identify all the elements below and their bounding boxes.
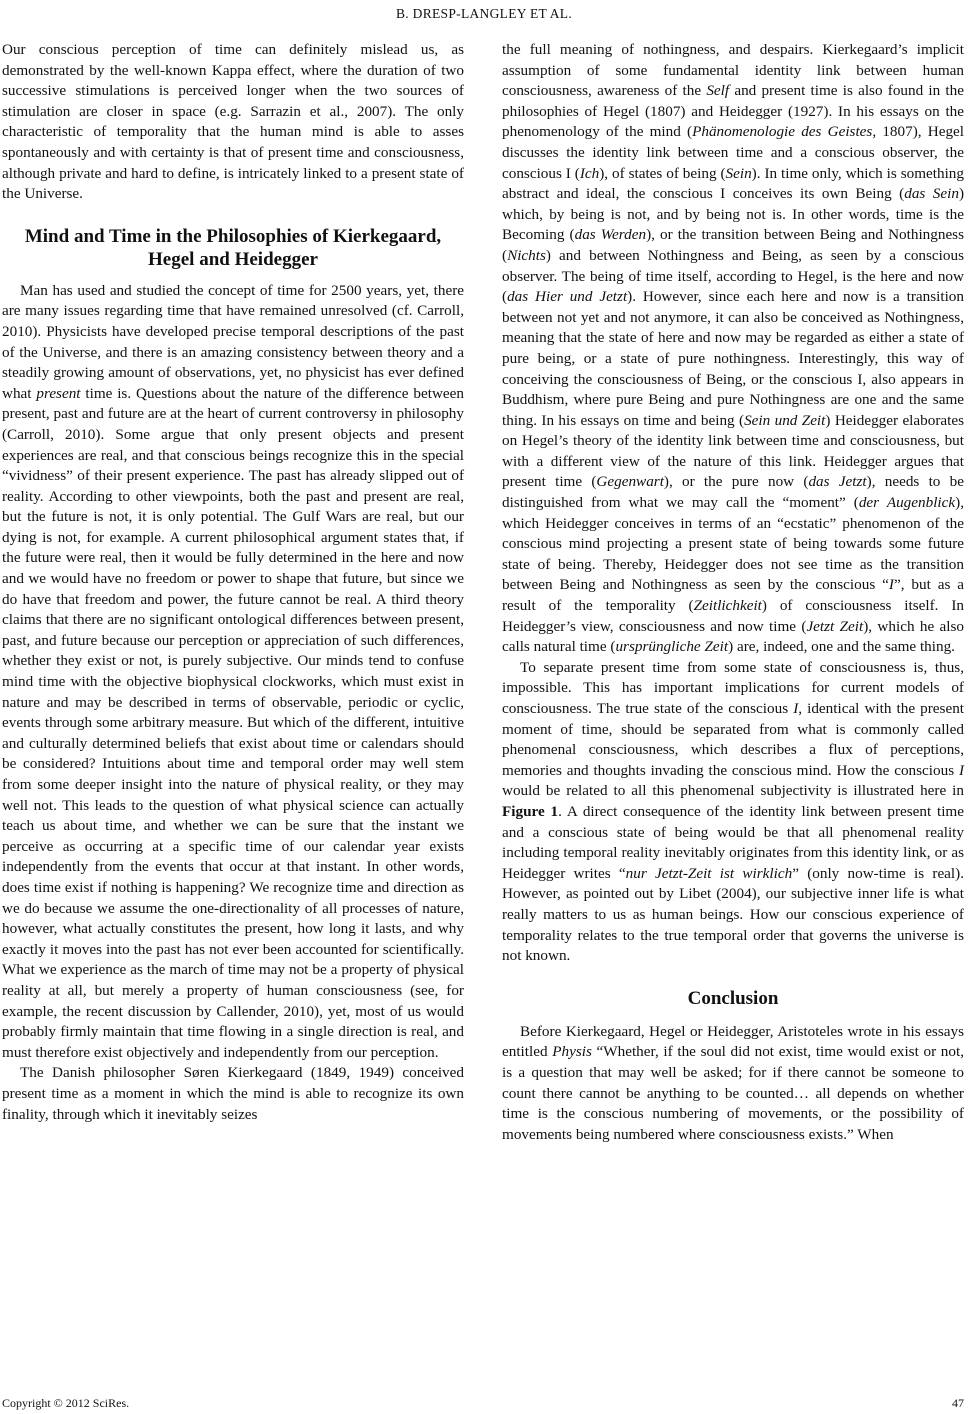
- figure-reference: Figure 1: [502, 802, 559, 820]
- paragraph: The Danish philosopher Søren Kierkegaard (1849, 1949) conceived present time as a moment in which the mind is able to recognize its own finality, through which it inevitably seizes: [2, 1064, 464, 1123]
- paragraph: the full meaning of nothingness, and despairs. Kierkegaard’s implicit assumption of some fundamental identity link between human consciousness, awareness of the Self and present time is also found in the philosophies of Hegel (1807) and Heidegger (1927). In his essays on the phenomenology of the mind (Phänomenologie des Geistes, 1807), Hegel discusses the identity link between time and a conscious observer, the conscious I (Ich), of states of being (Sein). In time only, which is something abstract and ideal, the conscious I conceives its own Being (das Sein) which, by being is not, and by being not is. In other words, time is the Becoming (das Werden), or the transition between Being and Nothingness (Nichts) and between Nothingness and Being, as seen by a conscious observer. The being of time itself, according to Hegel, is the here and now (das Hier und Jetzt). However, since each here and now is a transition between not yet and not anymore, it can also be conceived as Nothingness, meaning that the state of here and now may be regarded as either a state of pure being, or a state of pure nothingness. Interestingly, this way of conceiving the consciousness of Being, or the conscious I, also appears in Buddhism, where pure Being and pure Nothingness are one and the same thing. In his essays on time and being (Sein und Zeit) Heidegger elaborates on Hegel’s theory of the identity link between time and consciousness, but with a different view of the nature of this link. Heidegger argues that present time (Gegenwart), or the pure now (das Jetzt), needs to be distinguished from what we may call the “moment” (der Augenblick), which Heidegger conceives in terms of an “ecstatic” phenomenon of the conscious mind projecting a present state of being towards some future state of being. Thereby, Heidegger does not see time as the transition between Being and Nothingness as seen by the conscious “I”, but as a result of the temporality (Zeitlichkeit) of consciousness itself. In Heidegger’s view, consciousness and now time (Jetzt Zeit), which he also calls natural time (ursprüngliche Zeit) are, indeed, one and the same thing.: [502, 41, 965, 656]
- page-number: 47: [952, 1396, 964, 1410]
- section-heading-conclusion: Conclusion: [687, 987, 779, 1009]
- left-column: [2, 40, 464, 1125]
- paragraph: Our conscious perception of time can definitely mislead us, as demonstrated by the well-known Kappa effect, where the duration of two successive stimulations is perceived longer when the two sources of stimulation are closer in space (e.g. Sarrazin et al., 2007). The only characteristic of temporality that the human mind is able to asses spontaneously and with certainty is that of present time and consciousness, although private and hard to define, is intricately linked to a present state of the Universe.: [2, 41, 464, 203]
- copyright-notice: Copyright © 2012 SciRes.: [2, 1396, 130, 1410]
- paragraph: To separate present time from some state of consciousness is, thus, impossible. This has important implications for current models of consciousness. The true state of the conscious I, identical with the present moment of time, should be separated from what is commonly called phenomenal consciousness, which describes a flux of perceptions, memories and thoughts invading the conscious mind. How the conscious I would be related to all this phenomenal subjectivity is illustrated here in Figure 1. A direct consequence of the identity link between present time and a conscious state of being would be that all phenomenal reality including temporal reality inevitably originates from this identity link, or as Heidegger writes “nur Jetzt-Zeit ist wirklich” (only now-time is real). However, as pointed out by Libet (2004), our subjective inner life is what really matters to us as human beings. How our conscious experience of temporality relates to the true temporal order that governs the universe is not known.: [502, 658, 965, 965]
- right-column: [502, 40, 964, 1145]
- paragraph: Man has used and studied the concept of time for 2500 years, yet, there are many issues regarding time that have remained unresolved (cf. Carroll, 2010). Physicists have developed precise temporal descriptions of the past of the Universe, and there is an amazing consistency between theory and a steadily growing amount of observations, yet, no physicist has ever defined what present time is. Questions about the nature of the difference between present, past and future are at the heart of current controversy in philosophy (Carroll, 2010). Some argue that only present objects and present experiences are real, and that conscious beings recognize this in the special “vividness” of their present experience. The past has already slipped out of reality. According to other viewpoints, both the past and present are real, but the future is not, it is only potential. The Gulf Wars are real, but our dying is not, for example. A current philosophical argument states that, if the future were real, then it would be fully determined in the here and now and we would have no freedom or power to shape that future, but since we do have that freedom and power, the future cannot be real. A third theory claims that there are no significant ontological differences between present, past, and future because our perception or appreciation of such differences, whether they exist or not, is purely subjective. Our minds tend to confuse mind time with the objective biophysical clockworks, which must exist in nature and may be described in terms of observable, periodic or cyclic, events through some arbitrary measure. But which of the different, intuitive and culturally determined beliefs that exist about time or calendars should be considered? Intuitions about time and temporal order may well stem from some deeper insight into the nature of physical reality, or they may well not. This leads to the question of what physical science can actually teach us about time, and whether we can be sure that the instant we perceive as occurring at a specific time of our calendar year exists independently from the events that occur at that instant. In other words, does time exist if nothing is happening? We recognize time and direction as we do because we assume the one-directionality of all processes of nature, however, what actually constitutes the present, how long it lasts, and why exactly it moves into the past has not ever been accounted for scientifically. What we experience as the march of time may not be a property of physical reality at all, but merely a property of human consciousness (see, for example, the recent discussion by Callender, 2010), yet, most of us would probably firmly maintain that time flowing in a single direction is real, and must therefore exist objectively and independently from our perception.: [2, 281, 464, 1061]
- running-head: B. DRESP-LANGLEY ET AL.: [395, 6, 573, 21]
- paragraph: Before Kierkegaard, Hegel or Heidegger, Aristoteles wrote in his essays entitled Physis “Whether, if the soul did not exist, time would exist or not, is a question that may well be asked; for if there cannot be someone to count there cannot be anything to be counted… all depends on whether time is the conscious numbering of movements, or the possibility of movements being numbered where consciousness exists.” When: [502, 1022, 964, 1143]
- section-heading-mind-and-time: Mind and Time in the Philosophies of Kierkegaard, Hegel and Heidegger: [24, 225, 442, 270]
